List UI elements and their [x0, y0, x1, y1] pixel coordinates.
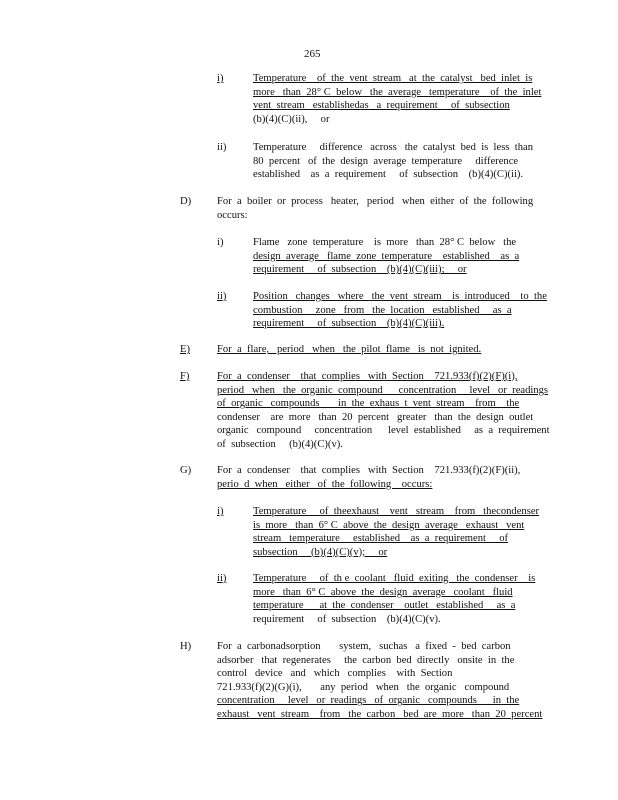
text-line: combustion zone from the location established as a	[253, 304, 512, 316]
clause-label: ii)	[217, 142, 227, 153]
text-line: concentration level or readings of organic compounds in the	[217, 695, 520, 707]
clause-text	[253, 72, 542, 126]
text-line: For a condenser that complies with Section 721.933(f)(2)(F)(i),	[217, 371, 518, 382]
clause-text	[253, 236, 538, 277]
clause-label: G)	[180, 465, 192, 476]
page-number: 265	[304, 48, 321, 60]
text-line: subsection (b)(4)(C)(v); or	[253, 546, 388, 558]
text-line: requirement of subsection (b)(4)(C)(iii).	[253, 318, 445, 330]
text-line: is more than 6° C above the design average exhaust vent	[253, 519, 525, 531]
text-line: stream temperature established as a requirement of	[253, 533, 509, 545]
clause-text	[253, 141, 538, 182]
text-line: requirement of subsection (b)(4)(C)(iii); or	[253, 264, 467, 276]
text-line: established as a requirement of subsection (b)(4)(C)(ii).	[253, 169, 524, 181]
clause-label: i)	[217, 73, 224, 84]
clause-text	[217, 195, 542, 222]
clause-label: D)	[180, 196, 192, 207]
text-line: design average flame zone temperature established as a	[253, 250, 520, 262]
text-line: organic compound concentration level established as a requirement	[217, 425, 550, 437]
text-line: Position changes where the vent stream is introduced to the	[253, 291, 547, 302]
text-line: adsorber that regenerates the carbon bed directly onsite in the	[217, 654, 515, 666]
text-line: more than 6° C above the design average coolant fluid	[253, 586, 513, 598]
text-line: of organic compounds in the exhaus t vent stream from the	[217, 398, 520, 410]
text-line: requirement of subsection (b)(4)(C)(v).	[253, 613, 441, 625]
text-line: For a boiler or process heater, period when either of the following	[217, 196, 534, 207]
clause-label: ii)	[217, 573, 227, 584]
text-line: Temperature of theexhaust vent stream from thecondenser	[253, 506, 540, 517]
text-line: period when the organic compound concentration level or readings	[217, 384, 549, 396]
clause-text	[253, 505, 538, 559]
text-line: (b)(4)(C)(ii), or	[253, 113, 330, 125]
clause-text	[253, 290, 547, 331]
clause-label: i)	[217, 506, 224, 517]
text-line: more than 28° C below the average temperature of the inlet	[253, 86, 542, 98]
clause-label: H)	[180, 641, 192, 652]
clause-text	[217, 464, 542, 491]
text-line: 721.933(f)(2)(G)(i), any period when the organic compound	[217, 681, 510, 693]
text-line: Flame zone temperature is more than 28° C below the	[253, 237, 517, 248]
text-line: vent stream establishedas a requirement of subsection	[253, 100, 510, 112]
clause-label: ii)	[217, 291, 227, 302]
clause-text	[217, 640, 542, 722]
text-line: temperature at the condenser outlet established as a	[253, 600, 516, 612]
text-line: occurs:	[217, 209, 248, 221]
text-line: of subsection (b)(4)(C)(v).	[217, 438, 343, 450]
clause-label: E)	[180, 344, 190, 355]
text-line: 80 percent of the design average temperature difference	[253, 155, 519, 167]
text-line: condenser are more than 20 percent greater than the design outlet	[217, 411, 534, 423]
text-line: exhaust vent stream from the carbon bed are more than 20 percent	[217, 708, 543, 720]
clause-text	[217, 370, 550, 452]
clause-text	[217, 343, 542, 357]
text-line: For a flare, period when the pilot flame is not ignited.	[217, 344, 482, 355]
text-line: control device and which complies with Section	[217, 668, 453, 680]
clause-label: i)	[217, 237, 224, 248]
text-line: Temperature difference across the catalyst bed is less than	[253, 142, 533, 153]
text-line: perio d when either of the following occurs:	[217, 478, 433, 490]
clause-text	[253, 572, 538, 626]
text-line: Temperature of th e coolant fluid exiting the condenser is	[253, 573, 536, 584]
text-line: For a carbonadsorption system, suchas a fixed - bed carbon	[217, 641, 511, 652]
text-line: Temperature of the vent stream at the catalyst bed inlet is	[253, 73, 533, 84]
text-line: For a condenser that complies with Section 721.933(f)(2)(F)(ii),	[217, 465, 521, 476]
clause-label: F)	[180, 371, 190, 382]
